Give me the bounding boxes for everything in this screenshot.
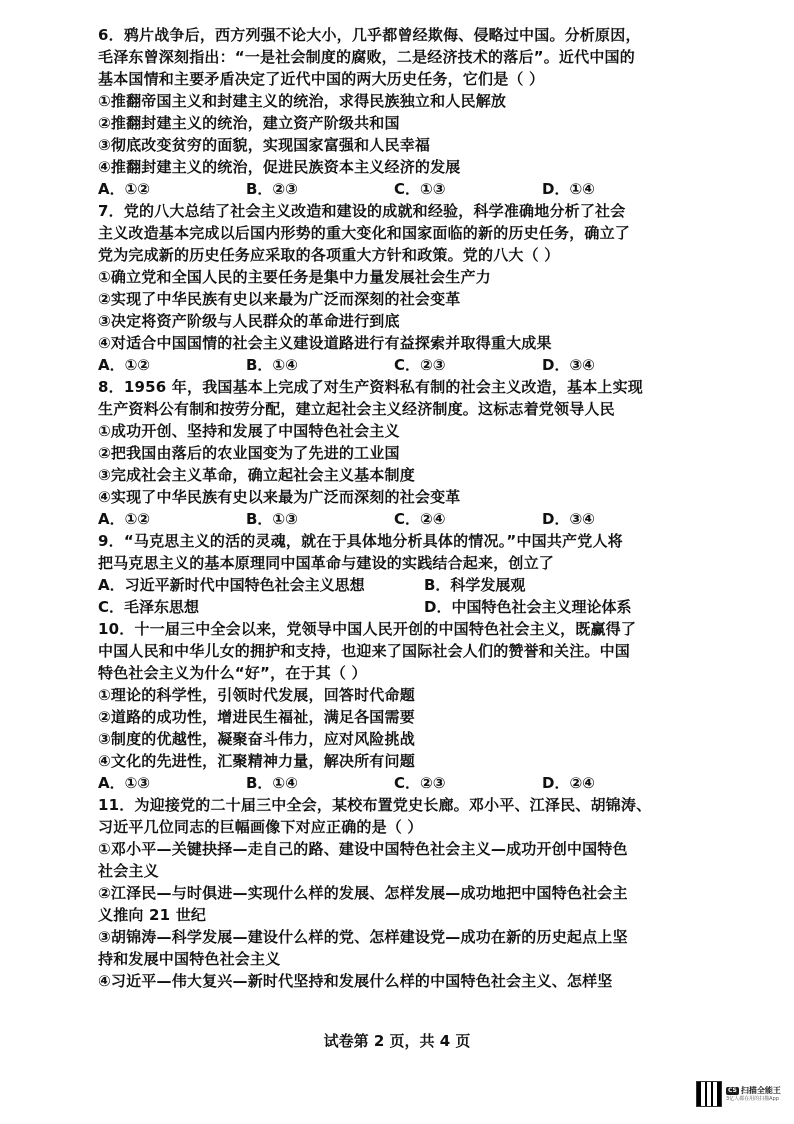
option-a: A．①③ [98,774,151,792]
question-6-options [98,178,688,200]
question-6-line: 基本国情和主要矛盾决定了近代中国的两大历史任务，它们是（ ） [98,70,545,88]
scanner-watermark [696,1081,784,1107]
option-c: C．②④ [394,510,446,528]
option-c: C．②③ [394,356,446,374]
question-10-options [98,772,688,794]
option-a: A．①② [98,180,151,198]
scanner-badge: CS [728,1086,737,1094]
question-8-item: ①成功开创、坚持和发展了中国特色社会主义 [98,422,400,440]
option-b: B．科学发展观 [424,576,526,594]
option-c: C．②③ [394,774,446,792]
option-d: D．③④ [542,510,595,528]
question-10-line: 10．十一届三中全会以来，党领导中国人民开创的中国特色社会主义，既赢得了 [98,620,637,638]
question-11-line: 习近平几位同志的巨幅画像下对应正确的是（ ） [98,818,423,836]
question-8-item: ②把我国由落后的农业国变为了先进的工业国 [98,444,400,462]
option-d: D．①④ [542,180,595,198]
question-6-item: ④推翻封建主义的统治，促进民族资本主义经济的发展 [98,158,461,176]
question-6-line: 6．鸦片战争后，西方列强不论大小，几乎都曾经欺侮、侵略过中国。分析原因， [98,26,641,44]
question-11-item: ③胡锦涛—科学发展—建设什么样的党、怎样建设党—成功在新的历史起点上坚 [98,928,628,946]
question-7-item: ③决定将资产阶级与人民群众的革命进行到底 [98,312,400,330]
question-6-line: 毛泽东曾深刻指出：“一是社会制度的腐败，二是经济技术的落后”。近代中国的 [98,48,635,66]
question-11-item: 义推向 21 世纪 [98,906,207,924]
option-b: B．①③ [246,510,298,528]
question-11-item: ②江泽民—与时俱进—实现什么样的发展、怎样发展—成功地把中国特色社会主 [98,884,628,902]
question-10-item: ③制度的优越性，凝聚奋斗伟力，应对风险挑战 [98,730,415,748]
question-7-line: 主义改造基本完成以后国内形势的重大变化和国家面临的新的历史任务，确立了 [98,224,631,242]
page-footer: 试卷第 2 页，共 4 页 [323,1032,471,1050]
option-a: A．习近平新时代中国特色社会主义思想 [98,576,365,594]
question-6-item: ③彻底改变贫穷的面貌，实现国家富强和人民幸福 [98,136,431,154]
qr-code-icon [696,1081,722,1107]
question-10-item: ④文化的先进性，汇聚精神力量，解决所有问题 [98,752,415,770]
question-9-options-row-1 [98,574,688,596]
scanner-tagline: 3亿人都在用的扫描App [726,1095,779,1102]
question-10-line: 特色社会主义为什么“好”，在于其（ ） [98,664,367,682]
question-7-line: 党为完成新的历史任务应采取的各项重大方针和政策。党的八大（ ） [98,246,560,264]
question-8-options [98,508,688,530]
option-b: B．①④ [246,356,298,374]
question-10-line: 中国人民和中华儿女的拥护和支持，也迎来了国际社会人们的赞誉和关注。中国 [98,642,631,660]
option-d: D．③④ [542,356,595,374]
option-a: A．①② [98,510,151,528]
question-8-line: 8．1956 年，我国基本上完成了对生产资料私有制的社会主义改造，基本上实现 [98,378,644,396]
question-8-item: ③完成社会主义革命，确立起社会主义基本制度 [98,466,415,484]
question-11-item: 持和发展中国特色社会主义 [98,950,281,968]
question-10-item: ②道路的成功性，增进民生福祉，满足各国需要 [98,708,415,726]
option-d: D．中国特色社会主义理论体系 [424,598,632,616]
question-7-item: ①确立党和全国人民的主要任务是集中力量发展社会生产力 [98,268,491,286]
option-c: C．毛泽东思想 [98,598,200,616]
question-7-line: 7．党的八大总结了社会主义改造和建设的成就和经验，科学准确地分析了社会 [98,202,626,220]
option-b: B．②③ [246,180,298,198]
question-8-line: 生产资料公有制和按劳分配，建立起社会主义经济制度。这标志着党领导人民 [98,400,615,418]
question-7-item: ④对适合中国国情的社会主义建设道路进行有益探索并取得重大成果 [98,334,552,352]
scanner-brand [726,1086,781,1096]
question-11-line: 11．为迎接党的二十届三中全会，某校布置党史长廊。邓小平、江泽民、胡锦涛、 [98,796,652,814]
exam-page [98,24,688,992]
question-10-item: ①理论的科学性，引领时代发展，回答时代命题 [98,686,415,704]
question-11-item: ④习近平—伟大复兴—新时代坚持和发展什么样的中国特色社会主义、怎样坚 [98,972,613,990]
question-8-item: ④实现了中华民族有史以来最为广泛而深刻的社会变革 [98,488,461,506]
option-a: A．①② [98,356,151,374]
scanner-logo-text [726,1086,781,1103]
option-d: D．②④ [542,774,595,792]
option-c: C．①③ [394,180,446,198]
question-7-options [98,354,688,376]
question-11-item: 社会主义 [98,862,159,880]
question-6-item: ①推翻帝国主义和封建主义的统治，求得民族独立和人民解放 [98,92,507,110]
question-9-line: 9．“马克思主义的活的灵魂，就在于具体地分析具体的情况。”中国共产党人将 [98,532,623,550]
question-7-item: ②实现了中华民族有史以来最为广泛而深刻的社会变革 [98,290,461,308]
scanner-brand-name: 扫描全能王 [740,1085,781,1095]
question-11-item: ①邓小平—关键抉择—走自己的路、建设中国特色社会主义—成功开创中国特色 [98,840,628,858]
option-b: B．①④ [246,774,298,792]
question-9-line: 把马克思主义的基本原理同中国革命与建设的实践结合起来，创立了 [98,554,555,572]
question-9-options-row-2 [98,596,688,618]
question-6-item: ②推翻封建主义的统治，建立资产阶级共和国 [98,114,400,132]
